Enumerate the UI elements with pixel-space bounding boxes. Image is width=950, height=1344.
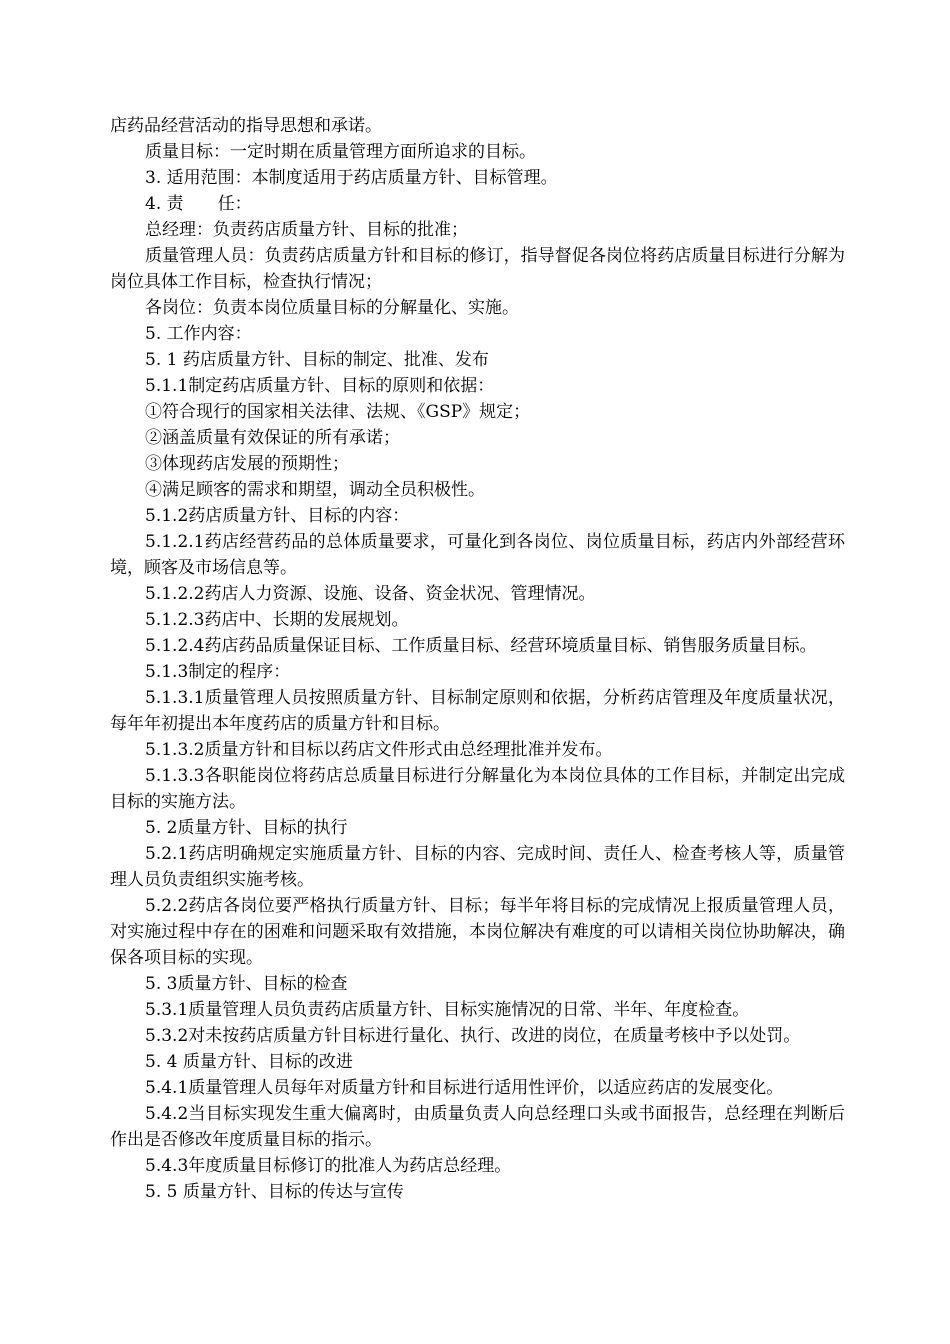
paragraph: 5. 2质量方针、目标的执行 (145, 818, 348, 838)
paragraph: 5. 3质量方针、目标的检查 (145, 974, 348, 994)
paragraph: 5. 1 药店质量方针、目标的制定、批准、发布 (145, 350, 489, 370)
paragraph: ③体现药店发展的预期性； (145, 454, 349, 474)
paragraph: 5.1.3.2质量方针和目标以药店文件形式由总经理批准并发布。 (145, 740, 613, 760)
paragraph: 5.1.2.1药店经营药品的总体质量要求，可量化到各岗位、岗位质量目标，药店内外部经营环境，顾客及市场信息等。 (110, 532, 845, 578)
paragraph: 5. 工作内容： (145, 324, 252, 344)
paragraph: 5.4.2当目标实现发生重大偏离时，由质量负责人向总经理口头或书面报告，总经理在判断后作出是否修改年度质量目标的指示。 (110, 1104, 845, 1150)
paragraph: 3. 适用范围：本制度适用于药店质量方针、目标管理。 (145, 168, 558, 188)
document-body (110, 113, 845, 1205)
paragraph: 质量管理人员：负责药店质量方针和目标的修订，指导督促各岗位将药店质量目标进行分解为岗位具体工作目标，检查执行情况； (110, 246, 845, 292)
paragraph: 5.2.2药店各岗位要严格执行质量方针、目标；每半年将目标的完成情况上报质量管理人员，对实施过程中存在的困难和问题采取有效措施，本岗位解决有难度的可以请相关岗位协助解决，确保各项目标的实现。 (110, 896, 845, 968)
paragraph: 5.1.2药店质量方针、目标的内容： (145, 506, 410, 526)
paragraph: ②涵盖质量有效保证的所有承诺； (145, 428, 400, 448)
paragraph: 总经理：负责药店质量方针、目标的批准； (145, 220, 468, 240)
paragraph: 店药品经营活动的指导思想和承诺。 (110, 116, 382, 136)
paragraph: 5.1.2.2药店人力资源、设施、设备、资金状况、管理情况。 (145, 584, 596, 604)
paragraph: 5.3.2对未按药店质量方针目标进行量化、执行、改进的岗位，在质量考核中予以处罚。 (145, 1026, 801, 1046)
paragraph: 5.4.3年度质量目标修订的批准人为药店总经理。 (145, 1156, 512, 1176)
paragraph: 5.1.2.4药店药品质量保证目标、工作质量目标、经营环境质量目标、销售服务质量目标。 (145, 636, 817, 656)
paragraph: 质量目标：一定时期在质量管理方面所追求的目标。 (145, 142, 536, 162)
paragraph: 5. 5 质量方针、目标的传达与宣传 (145, 1182, 404, 1202)
paragraph: ①符合现行的国家相关法律、法规、《GSP》规定； (145, 402, 531, 422)
paragraph: 5.1.3.3各职能岗位将药店总质量目标进行分解量化为本岗位具体的工作目标，并制定出完成目标的实施方法。 (110, 766, 845, 812)
paragraph: 5.1.1制定药店质量方针、目标的原则和依据： (145, 376, 495, 396)
paragraph: 5.2.1药店明确规定实施质量方针、目标的内容、完成时间、责任人、检查考核人等，质量管理人员负责组织实施考核。 (110, 844, 845, 890)
paragraph: 5.1.3制定的程序： (145, 662, 291, 682)
paragraph: 4. 责 任： (145, 194, 252, 214)
paragraph: 5. 4 质量方针、目标的改进 (145, 1052, 353, 1072)
paragraph: 各岗位：负责本岗位质量目标的分解量化、实施。 (145, 298, 519, 318)
paragraph: 5.1.2.3药店中、长期的发展规划。 (145, 610, 409, 630)
paragraph: ④满足顾客的需求和期望，调动全员积极性。 (145, 480, 485, 500)
paragraph: 5.3.1质量管理人员负责药店质量方针、目标实施情况的日常、半年、年度检查。 (145, 1000, 750, 1020)
paragraph: 5.4.1质量管理人员每年对质量方针和目标进行适用性评价，以适应药店的发展变化。 (145, 1078, 784, 1098)
paragraph: 5.1.3.1质量管理人员按照质量方针、目标制定原则和依据，分析药店管理及年度质量状况，每年年初提出本年度药店的质量方针和目标。 (110, 688, 845, 734)
